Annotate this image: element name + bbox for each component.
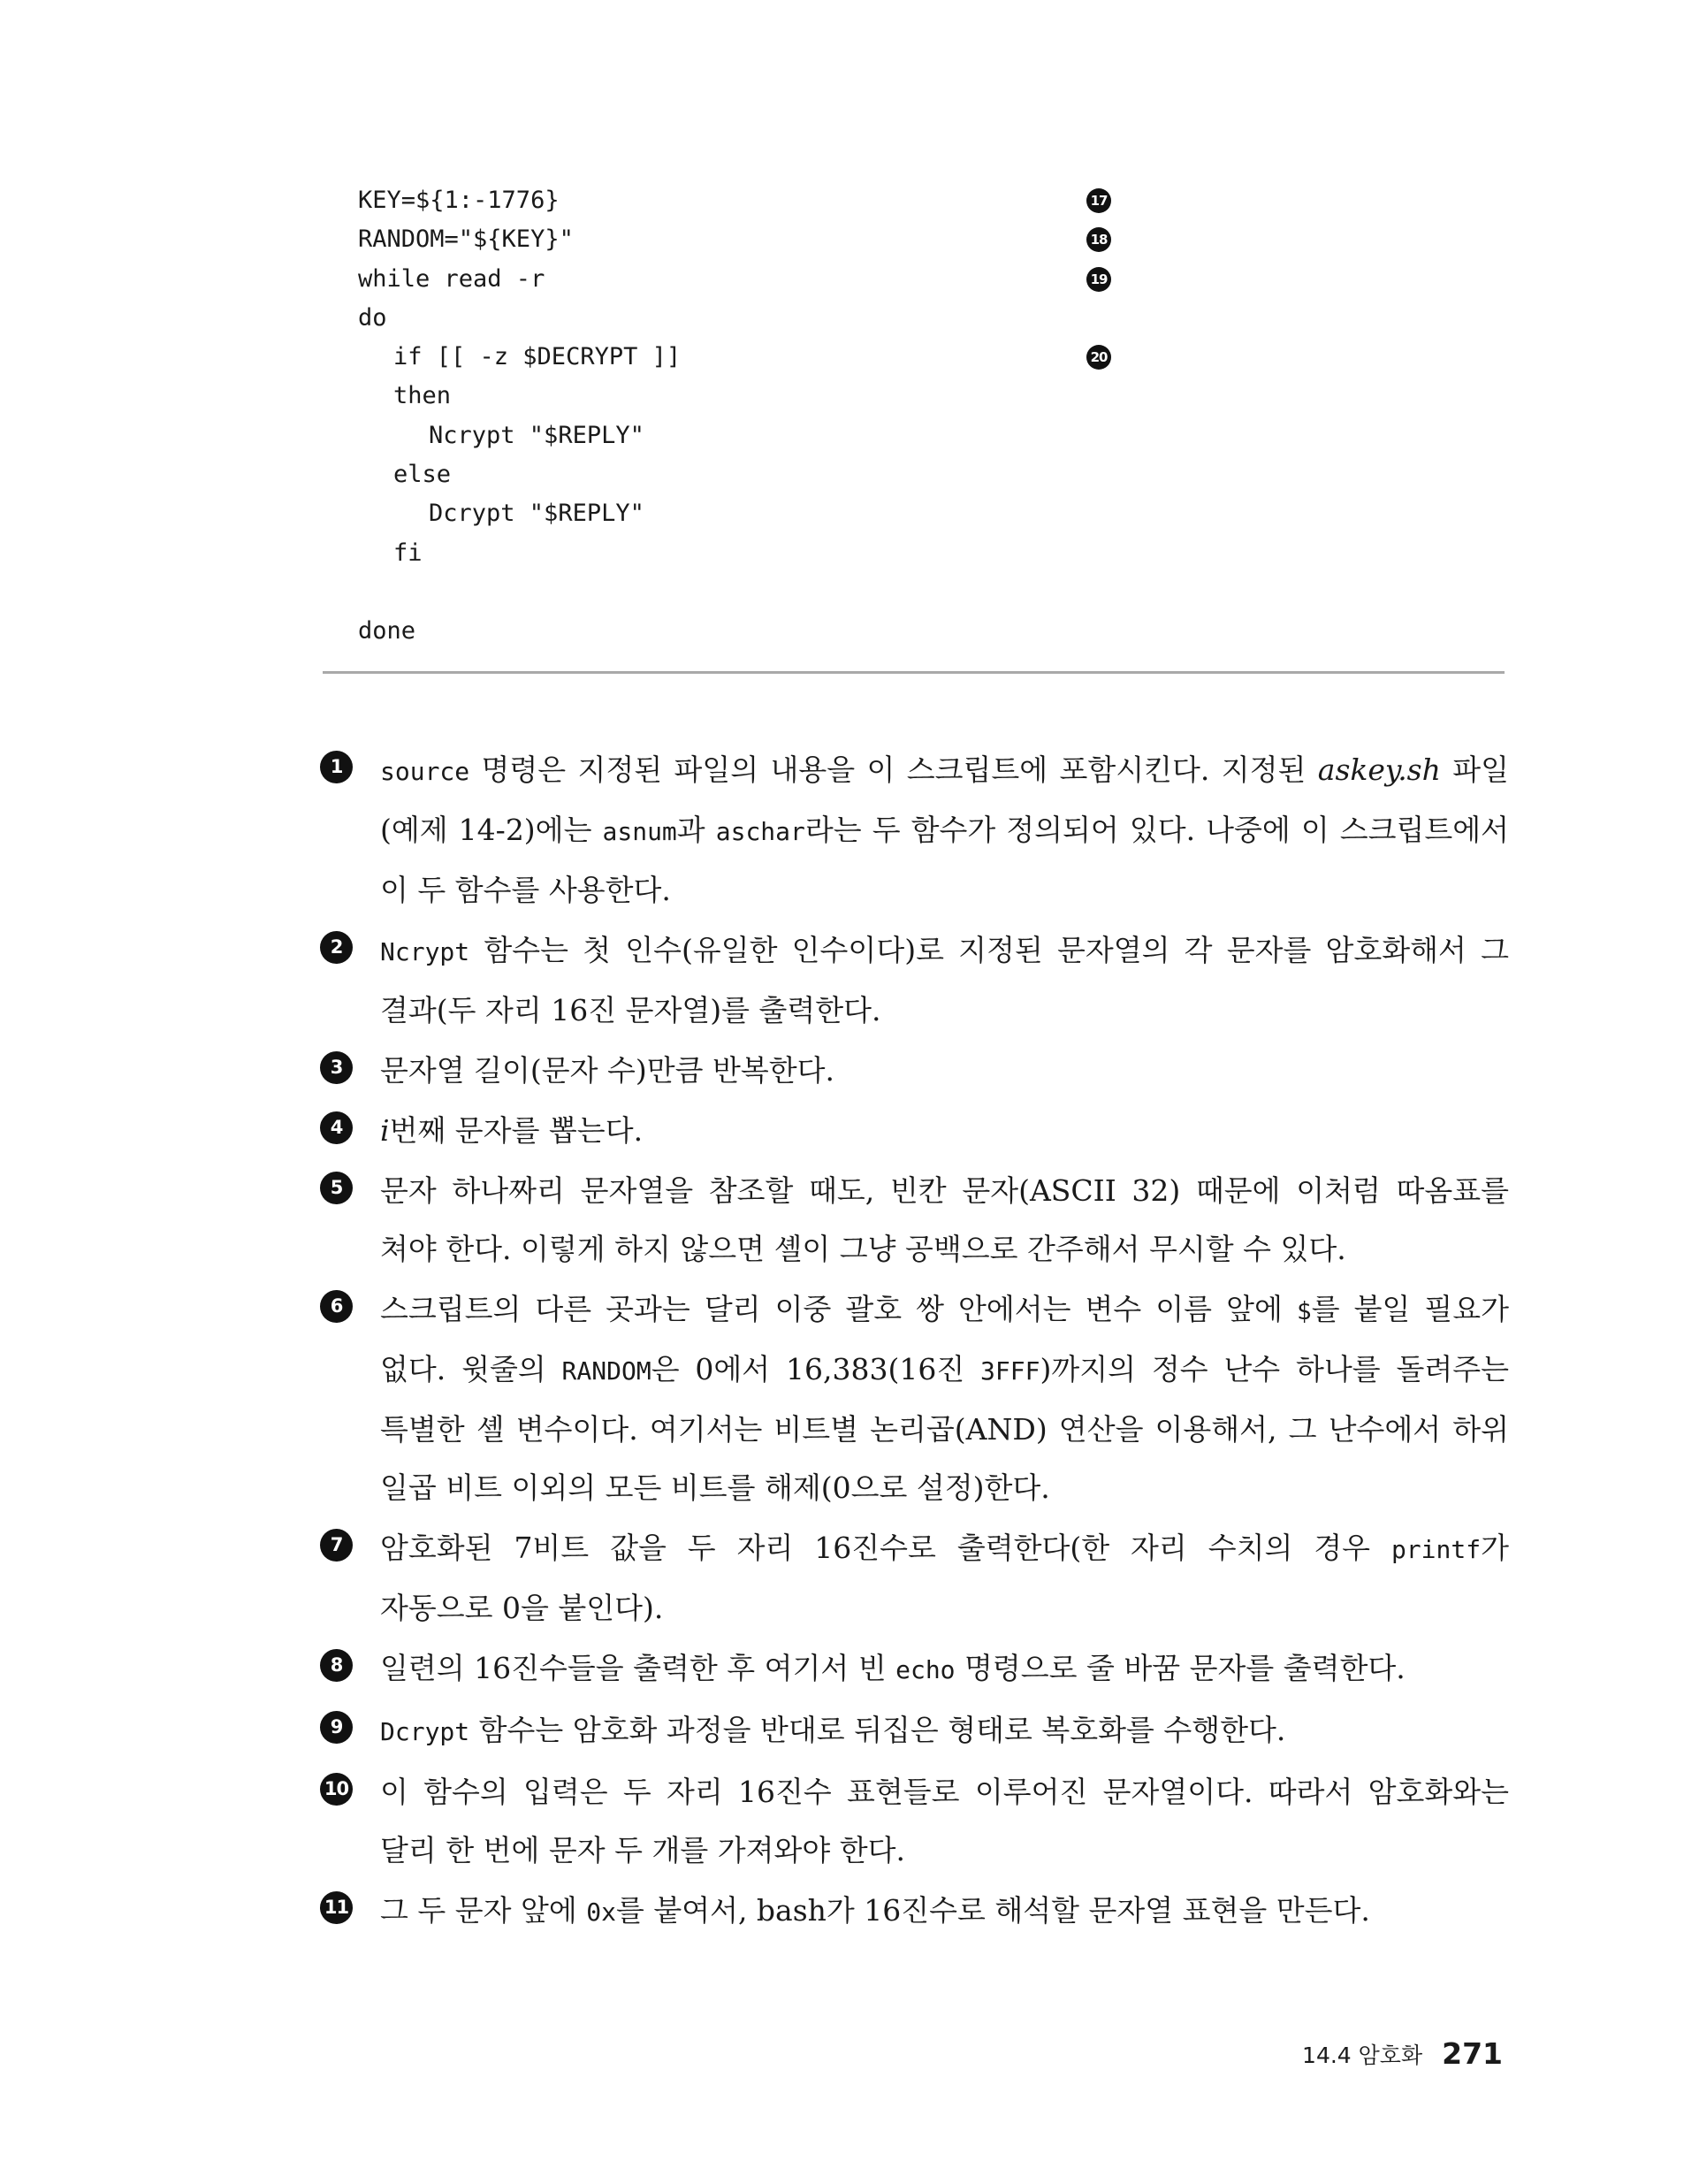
annotation-item: [320, 1102, 1509, 1160]
code-line-text: while read -r: [358, 264, 545, 293]
text-run: 명령은 지정된 파일의 내용을 이 스크립트에 포함시킨다. 지정된: [469, 752, 1318, 787]
code-line: [358, 573, 1154, 612]
inline-code: echo: [895, 1655, 956, 1684]
code-line-text: Dcrypt "$REPLY": [429, 500, 644, 528]
inline-code: 3FFF: [980, 1356, 1040, 1386]
code-line-text: RANDOM="${KEY}": [358, 225, 574, 254]
annotation-number-badge: 8: [320, 1649, 353, 1682]
annotation-text: [380, 1639, 1509, 1699]
annotation-item: [320, 1701, 1509, 1761]
text-run: 명령으로 줄 바꿈 문자를 출력한다.: [955, 1651, 1406, 1685]
code-listing: [358, 181, 1154, 652]
code-line: [358, 494, 1154, 533]
inline-code: asnum: [602, 817, 677, 846]
annotation-item: [320, 921, 1509, 1040]
annotation-number-badge: 9: [320, 1711, 353, 1744]
text-run: 암호화된 7비트 값을 두 자리 16진수로 출력한다(한 자리 수치의 경우: [380, 1531, 1391, 1565]
annotation-text: [380, 1162, 1509, 1279]
annotation-number-badge: 2: [320, 931, 353, 964]
code-callout-badge: 19: [1086, 267, 1111, 292]
page-footer: [1302, 2036, 1503, 2071]
code-line: [358, 299, 1154, 338]
annotation-item: [320, 1042, 1509, 1100]
code-line-text: then: [393, 382, 452, 410]
annotation-list: [320, 741, 1509, 1943]
inline-code: RANDOM: [561, 1356, 651, 1386]
code-line: [358, 612, 1154, 651]
annotation-item: [320, 741, 1509, 920]
inline-code: printf: [1390, 1535, 1482, 1564]
code-line-text: KEY=${1:-1776}: [358, 187, 560, 214]
annotation-text: [380, 1280, 1509, 1517]
annotation-text: [380, 1882, 1509, 1942]
annotation-number-badge: 10: [320, 1773, 353, 1806]
inline-code: Dcrypt: [380, 1717, 470, 1746]
annotation-number-badge: 1: [320, 751, 353, 783]
code-line-text: if [[ -z $DECRYPT ]]: [393, 343, 682, 371]
text-run: 일련의 16진수들을 출력한 후 여기서 빈: [380, 1651, 896, 1685]
code-line-text: Ncrypt "$REPLY": [429, 421, 644, 449]
annotation-item: [320, 1519, 1509, 1638]
text-run: 를 붙일 필요가 없다. 윗줄의: [380, 1292, 1510, 1386]
code-line-text: do: [358, 303, 387, 332]
horizontal-rule: [323, 671, 1505, 674]
code-callout-badge: 18: [1086, 227, 1111, 252]
annotation-text: [380, 1519, 1509, 1638]
text-run: 파일(예제 14-2)에는: [380, 752, 1509, 847]
text-run: 라는 두 함수가 정의되어 있다. 나중에 이 스크립트에서 이 두 함수를 사용한다.: [380, 813, 1510, 907]
page-number: 271: [1442, 2036, 1503, 2071]
annotation-number-badge: 11: [320, 1891, 353, 1924]
annotation-number-badge: 6: [320, 1290, 353, 1323]
code-line: [358, 534, 1154, 573]
annotation-text: [380, 1763, 1509, 1880]
text-run: 문자열 길이(문자 수)만큼 반복한다.: [380, 1053, 834, 1088]
inline-code: $: [1296, 1296, 1312, 1325]
text-run: 함수는 첫 인수(유일한 인수이다)로 지정된 문자열의 각 문자를 암호화해서 그 결과(두 자리 16진 문자열)를 출력한다.: [380, 933, 1509, 1027]
annotation-text: [380, 1042, 1509, 1100]
text-run: 스크립트의 다른 곳과는 달리 이중 괄호 쌍 안에서는 변수 이름 앞에: [380, 1292, 1297, 1326]
code-line-text: else: [393, 461, 452, 489]
annotation-item: [320, 1280, 1509, 1517]
text-run: 과: [676, 813, 716, 847]
annotation-text: [380, 921, 1509, 1040]
annotation-number-badge: 3: [320, 1051, 353, 1084]
inline-code: 0x: [586, 1898, 616, 1927]
code-line: [358, 416, 1154, 455]
annotation-item: [320, 1162, 1509, 1279]
inline-code: source: [380, 757, 470, 786]
code-line: [358, 377, 1154, 416]
annotation-item: [320, 1763, 1509, 1880]
inline-code: aschar: [715, 817, 805, 846]
italic-text: i: [380, 1113, 390, 1148]
text-run: 문자 하나짜리 문자열을 참조할 때도, 빈칸 문자(ASCII 32) 때문에 이처럼 따옴표를 쳐야 한다. 이렇게 하지 않으면 셸이 그냥 공백으로 간주해서 무시할 수 있다.: [380, 1173, 1509, 1266]
code-line: [358, 338, 1154, 377]
annotation-number-badge: 4: [320, 1111, 353, 1144]
code-line-text: fi: [393, 538, 423, 567]
annotation-item: [320, 1639, 1509, 1699]
text-run: 를 붙여서, bash가 16진수로 해석할 문자열 표현을 만든다.: [615, 1893, 1370, 1928]
code-line: [358, 220, 1154, 259]
annotation-text: [380, 1701, 1509, 1761]
code-line: [358, 455, 1154, 494]
text-run: 그 두 문자 앞에: [380, 1893, 587, 1928]
text-run: 은 0에서 16,383(16진: [651, 1352, 981, 1386]
annotation-number-badge: 5: [320, 1172, 353, 1204]
text-run: 번째 문자를 뽑는다.: [389, 1113, 644, 1148]
italic-text: askey.sh: [1317, 752, 1441, 787]
footer-section-title: 14.4 암호화: [1302, 2042, 1423, 2068]
code-callout-badge: 20: [1086, 345, 1111, 370]
code-line-text: done: [358, 617, 416, 645]
code-line: [358, 181, 1154, 220]
text-run: )까지의 정수 난수 하나를 돌려주는 특별한 셸 변수이다. 여기서는 비트별 논리곱(AND) 연산을 이용해서, 그 난수에서 하위 일곱 비트 이외의 모든 비트를 해제(0으로 설정)한다.: [380, 1352, 1509, 1505]
text-run: 함수는 암호화 과정을 반대로 뒤집은 형태로 복호화를 수행한다.: [469, 1713, 1286, 1747]
code-callout-badge: 17: [1086, 188, 1111, 213]
text-run: 가 자동으로 0을 붙인다).: [380, 1531, 1509, 1625]
annotation-number-badge: 7: [320, 1529, 353, 1562]
inline-code: Ncrypt: [380, 937, 470, 966]
annotation-item: [320, 1882, 1509, 1942]
annotation-text: [380, 1102, 1509, 1160]
code-line: [358, 260, 1154, 299]
annotation-text: [380, 741, 1509, 920]
text-run: 이 함수의 입력은 두 자리 16진수 표현들로 이루어진 문자열이다. 따라서 암호화와는 달리 한 번에 문자 두 개를 가져와야 한다.: [380, 1775, 1509, 1867]
